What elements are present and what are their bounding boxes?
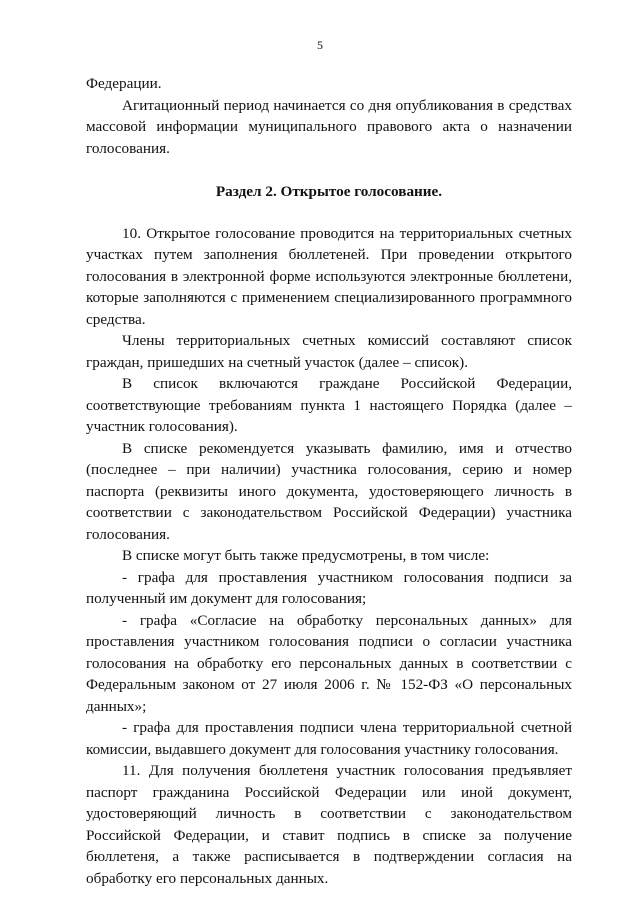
list-item-commission-column: - графа для проставления подписи члена территориальной счетной комиссии, выдавшего документ для голосования участнику голосования. — [86, 719, 572, 758]
page-number: 5 — [317, 38, 323, 52]
paragraph-continuation: Федерации. — [86, 75, 162, 92]
section-title: Раздел 2. Открытое голосование. — [215, 183, 443, 200]
paragraph-list-inclusion: В список включаются граждане Российской Федерации, соответствующие требованиям пункта 1 настоящего Порядка (далее – участник голосования). — [86, 375, 572, 435]
paragraph-list-fields: В списке рекомендуется указывать фамилию, имя и отчество (последнее – при наличии) участника голосования, серию и номер паспорта (реквизиты иного документа, удостоверяющего личность в соответствии с законодательством Российской Федерации) участника голосования. — [86, 439, 572, 543]
paragraph-list-options: В списке могут быть также предусмотрены, в том числе: — [122, 547, 490, 564]
paragraph-commission-list: Члены территориальных счетных комиссий составляют список граждан, пришедших на счетный участок (далее – список). — [86, 332, 572, 371]
list-item-consent-column: - графа «Согласие на обработку персональных данных» для проставления участником голосования подписи о согласии участника голосования на обработку его персональных данных в соответствии с Федеральным законом от 27 июля 2006 г. № 152-ФЗ «О персональных данных»; — [86, 611, 572, 715]
paragraph-campaign-period: Агитационный период начинается со дня опубликования в средствах массовой информации муниципального правового акта о назначении голосования. — [86, 96, 572, 157]
list-item-signature-column: - графа для проставления участником голосования подписи за полученный им документ для голосования; — [86, 568, 572, 607]
paragraph-item-10: 10. Открытое голосование проводится на территориальных счетных участках путем заполнения бюллетеней. При проведении открытого голосования в электронной форме используются электронные бюллетени, которые заполняются с применением специализированного программного средства. — [86, 224, 572, 328]
paragraph-item-11: 11. Для получения бюллетеня участник голосования предъявляет паспорт гражданина Российской Федерации или иной документ, удостоверяющий личность в соответствии с законодательством Российской Федерации, и ставит подпись в списке за получение бюллетеня, а также расписывается в подтверждении согласия на обработку его персональных данных. — [86, 762, 572, 887]
document-body — [86, 73, 572, 889]
